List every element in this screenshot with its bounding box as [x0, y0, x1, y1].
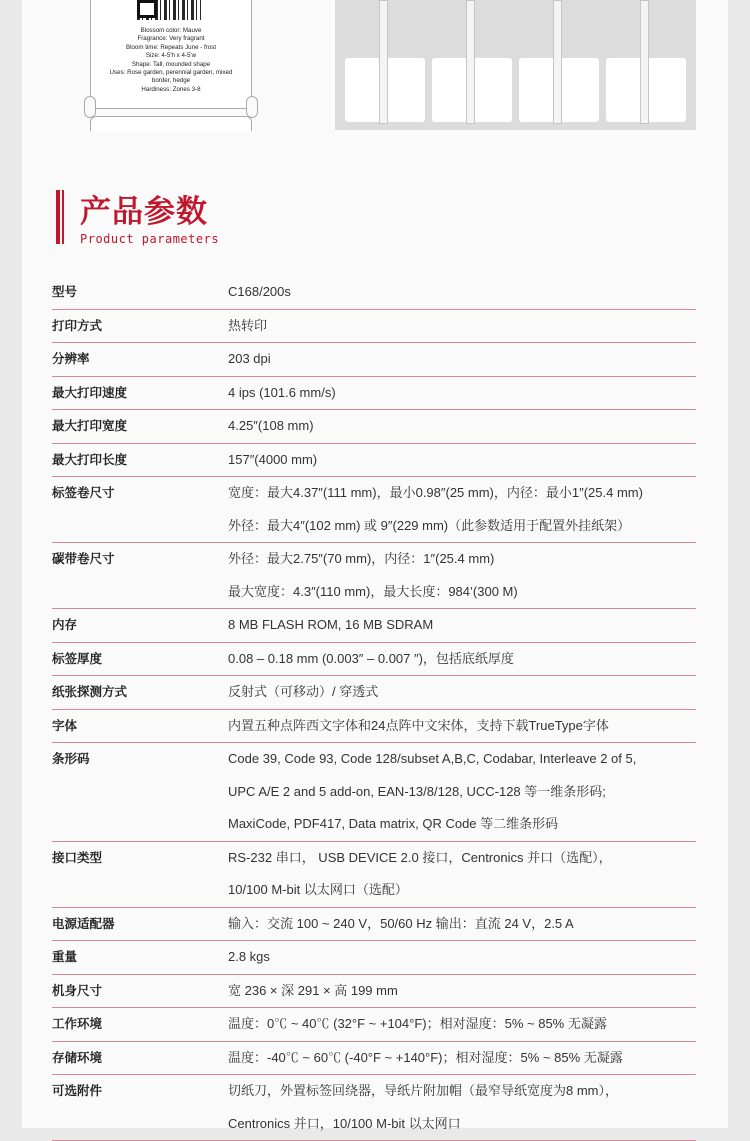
spec-key: 机身尺寸	[52, 982, 103, 998]
spec-key: 碳带卷尺寸	[52, 551, 115, 566]
spec-row	[52, 543, 696, 609]
qr-finder-icon	[137, 0, 157, 18]
spec-row	[52, 1008, 696, 1042]
spec-values	[228, 975, 696, 1008]
spec-key: 最大打印长度	[52, 451, 128, 467]
spec-value: 温度：0℃ ~ 40℃ (32°F ~ +104°F)；相对湿度：5% ~ 85% 无凝露	[228, 1016, 607, 1031]
spec-values	[228, 1075, 696, 1140]
label-sample-image	[90, 0, 252, 130]
spec-value: 输入：交流 100 ~ 240 V，50/60 Hz 输出：直流 24 V，2.5 A	[228, 915, 574, 931]
label-sample-line: Shape: Tall, mounded shape	[131, 60, 211, 68]
spec-key: 条形码	[52, 751, 90, 766]
plant-tag-stem	[379, 0, 388, 124]
label-sample-line: Uses: Rose garden, perennial garden, mixed	[109, 69, 233, 77]
spec-value: 外径：最大4″(102 mm) 或 9″(229 mm)（此参数适用于配置外挂纸架）	[228, 517, 631, 533]
spec-value: 外径：最大2.75″(70 mm)，内径：1″(25.4 mm)	[228, 551, 495, 566]
spec-row	[52, 975, 696, 1009]
spec-row	[52, 1075, 696, 1141]
spec-row	[52, 310, 696, 344]
spec-values	[228, 343, 696, 376]
spec-value: 最大宽度：4.3″(110 mm)，最大长度：984’(300 M)	[228, 583, 518, 599]
spec-row	[52, 410, 696, 444]
spec-table	[52, 276, 696, 1141]
spec-key: 可选附件	[52, 1083, 103, 1098]
spec-row	[52, 477, 696, 543]
label-next-edge	[90, 116, 252, 131]
plant-tag-stem	[553, 0, 562, 124]
label-sample-body	[90, 0, 252, 109]
spec-values	[228, 477, 696, 542]
spec-key: 接口类型	[52, 849, 103, 865]
spec-value: 4 ips (101.6 mm/s)	[228, 384, 336, 400]
plant-tags-image	[335, 0, 696, 130]
heading-accent-bar	[56, 190, 60, 244]
spec-key: 字体	[52, 717, 78, 733]
spec-value: 内置五种点阵西文字体和24点阵中文宋体，支持下载TrueType字体	[228, 717, 609, 733]
spec-value: 反射式（可移动）/ 穿透式	[228, 684, 379, 699]
spec-value: 10/100 M-bit 以太网口（选配）	[228, 882, 408, 897]
label-sample-line: Hardiness: Zones 3-8	[141, 85, 201, 93]
section-title: 产品参数	[80, 194, 208, 230]
spec-key: 重量	[52, 949, 78, 964]
spec-values	[228, 676, 696, 709]
heading-accent-bar-thin	[62, 190, 64, 244]
spec-row	[52, 710, 696, 744]
spec-key: 打印方式	[52, 317, 103, 333]
spec-value: 宽 236 × 深 291 × 高 199 mm	[228, 982, 398, 998]
spec-value: 2.8 kgs	[228, 949, 270, 964]
spec-value: RS-232 串口， USB DEVICE 2.0 接口，Centronics 并口（选配），	[228, 849, 612, 865]
spec-values	[228, 908, 696, 941]
spec-values	[228, 1042, 696, 1075]
spec-key: 最大打印速度	[52, 384, 128, 400]
label-notch-left	[84, 96, 96, 118]
spec-values	[228, 743, 696, 841]
spec-key: 存储环境	[52, 1049, 103, 1065]
spec-value: 8 MB FLASH ROM, 16 MB SDRAM	[228, 617, 434, 632]
spec-row	[52, 343, 696, 377]
spec-values	[228, 377, 696, 410]
spec-key: 最大打印宽度	[52, 418, 128, 433]
label-sample-text	[95, 27, 247, 94]
spec-key: 工作环境	[52, 1016, 103, 1031]
plant-tag-stem	[466, 0, 475, 124]
spec-values	[228, 444, 696, 477]
spec-row	[52, 609, 696, 643]
spec-values	[228, 276, 696, 309]
spec-value: 切纸刀，外置标签回绕器，导纸片附加帽（最窄导纸宽度为8 mm），	[228, 1083, 619, 1098]
label-sample-line: Size: 4-5'h x 4-5'w	[145, 52, 197, 60]
plant-tag-stem	[640, 0, 649, 124]
spec-row	[52, 676, 696, 710]
spec-value: Centronics 并口，10/100 M-bit 以太网口	[228, 1115, 461, 1131]
spec-value: 0.08 – 0.18 mm (0.003″ – 0.007 ″)，包括底纸厚度	[228, 650, 514, 666]
spec-row	[52, 444, 696, 478]
section-subtitle: Product parameters	[80, 232, 220, 246]
spec-row	[52, 276, 696, 310]
label-sample-line: border, hedge	[151, 77, 191, 85]
spec-key: 型号	[52, 284, 78, 299]
spec-value: UPC A/E 2 and 5 add-on, EAN-13/8/128, UCC-128 等一维条形码;	[228, 783, 606, 799]
spec-row	[52, 941, 696, 975]
spec-value: MaxiCode, PDF417, Data matrix, QR Code 等二维条形码	[228, 816, 559, 831]
spec-row	[52, 1042, 696, 1076]
label-notch-right	[246, 96, 258, 118]
spec-value: 203 dpi	[228, 351, 271, 366]
spec-value: C168/200s	[228, 284, 291, 299]
spec-value: Code 39, Code 93, Code 128/subset A,B,C, Codabar, Interleave 2 of 5,	[228, 751, 637, 766]
spec-row	[52, 643, 696, 677]
spec-value: 热转印	[228, 317, 268, 333]
spec-values	[228, 941, 696, 974]
label-sample-line: Fragrance: Very fragrant	[137, 35, 205, 43]
spec-values	[228, 710, 696, 743]
spec-key: 电源适配器	[52, 915, 115, 931]
spec-values	[228, 410, 696, 443]
spec-value: 157″(4000 mm)	[228, 451, 318, 467]
label-sample-line: Bloom time: Repeats June - frost	[125, 43, 217, 51]
spec-values	[228, 310, 696, 343]
spec-values	[228, 609, 696, 642]
spec-row	[52, 743, 696, 842]
spec-value: 宽度：最大4.37″(111 mm)，最小0.98″(25 mm)，内径：最小1″(25.4 mm)	[228, 485, 643, 500]
spec-value: 温度：-40℃ ~ 60℃ (-40°F ~ +140°F)；相对湿度：5% ~ 85% 无凝露	[228, 1049, 623, 1065]
label-sample-line: Blossom color: Mauve	[140, 27, 202, 34]
spec-key: 标签卷尺寸	[52, 485, 115, 500]
spec-row	[52, 377, 696, 411]
spec-values	[228, 643, 696, 676]
spec-value: 4.25″(108 mm)	[228, 418, 314, 433]
spec-key: 分辨率	[52, 351, 90, 366]
spec-key: 纸张探测方式	[52, 684, 128, 699]
spec-row	[52, 908, 696, 942]
spec-key: 标签厚度	[52, 650, 103, 666]
spec-values	[228, 842, 696, 907]
spec-key: 内存	[52, 617, 78, 632]
spec-row	[52, 842, 696, 908]
spec-values	[228, 543, 696, 608]
spec-values	[228, 1008, 696, 1041]
